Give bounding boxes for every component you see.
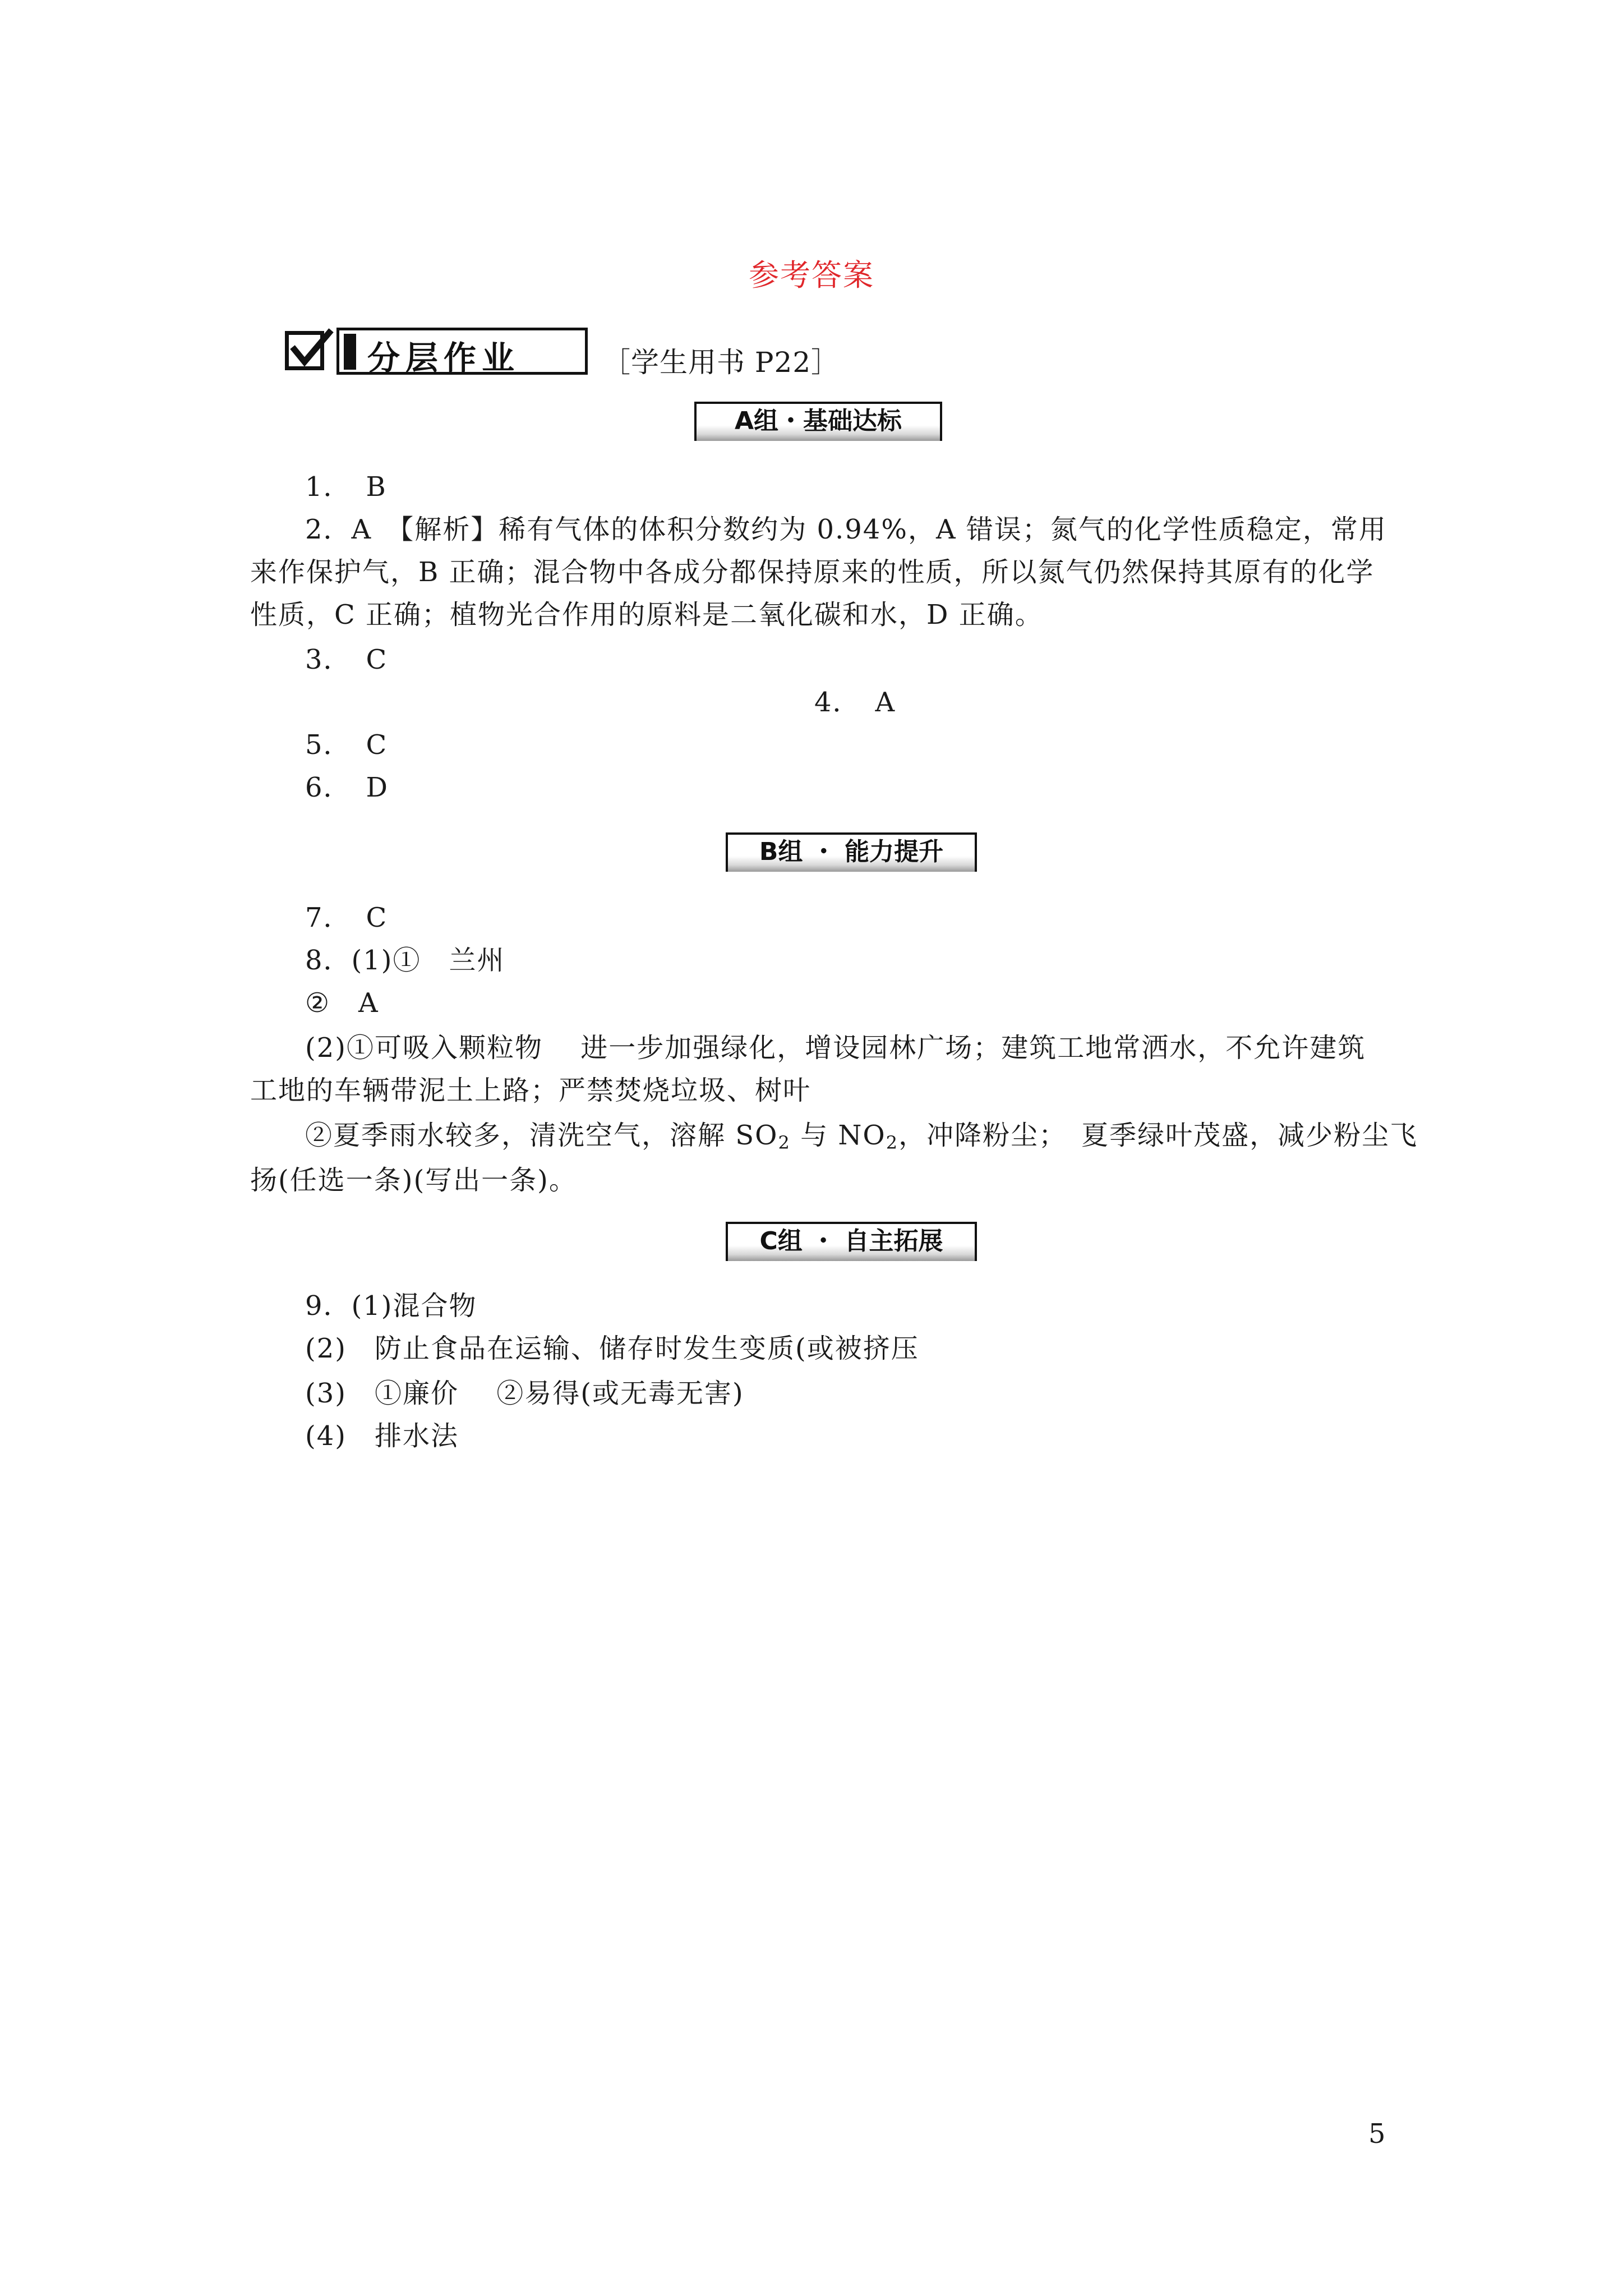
answer-9-4: (4) 排水法 <box>305 1420 459 1452</box>
answer-9-2: (2) 防止食品在运输、储存时发生变质(或被挤压 <box>305 1333 919 1364</box>
answer-2-line-2: 来作保护气，B 正确；混合物中各成分都保持原来的性质，所以氮气仍然保持其原有的化学 <box>250 556 1375 588</box>
answer-2-line-3: 性质，C 正确；植物光合作用的原料是二氧化碳和水，D 正确。 <box>250 599 1043 631</box>
page-number: 5 <box>1368 2118 1386 2150</box>
homework-label: 分层作业 <box>367 339 520 377</box>
group-c-header: C组 ・ 自主拓展 <box>726 1222 977 1261</box>
answer-4: 4． A <box>814 687 896 718</box>
so2-subscript: 2 <box>778 1132 791 1153</box>
student-book-reference: ［学生用书 P22］ <box>602 346 840 379</box>
answer-7: 7． C <box>305 902 388 933</box>
answer-8-2-b-text-middle: 与 NO <box>790 1120 886 1151</box>
answer-8-2-b-text-start: ②夏季雨水较多，清洗空气，溶解 SO <box>305 1120 778 1151</box>
group-b-header: B组 ・ 能力提升 <box>726 832 977 872</box>
homework-header <box>336 328 588 375</box>
answer-8-2-b-line-2: 扬(任选一条)(写出一条)。 <box>250 1165 577 1196</box>
answer-8-1-b: ② A <box>305 987 379 1019</box>
answer-2-line-1: 2．A 【解析】稀有气体的体积分数约为 0.94%，A 错误；氮气的化学性质稳定，常用 <box>305 514 1387 545</box>
answer-6: 6． D <box>305 772 389 803</box>
header-bar-decoration <box>344 334 356 370</box>
answer-8-2-b-text-end: ，冲降粉尘； 夏季绿叶茂盛，减少粉尘飞 <box>898 1120 1418 1151</box>
page-title: 参考答案 <box>749 257 874 293</box>
answer-8-1-a: 8．(1)① 兰州 <box>305 945 505 976</box>
checkbox-icon <box>285 331 324 370</box>
answer-8-2-a-line-2: 工地的车辆带泥土上路；严禁焚烧垃圾、树叶 <box>250 1075 811 1106</box>
answer-3: 3． C <box>305 644 388 675</box>
answer-8-2-b-line-1 <box>305 1114 1418 1164</box>
no2-subscript: 2 <box>886 1132 899 1153</box>
answer-5: 5． C <box>305 729 388 761</box>
answer-9-1: 9．(1)混合物 <box>305 1290 477 1322</box>
answer-9-3: (3) ①廉价 ②易得(或无毒无害) <box>305 1378 744 1409</box>
checkmark-icon <box>287 327 334 374</box>
answer-8-2-a-line-1: (2)①可吸入颗粒物 进一步加强绿化，增设园林广场；建筑工地常洒水，不允许建筑 <box>305 1032 1366 1064</box>
group-a-header: A组・基础达标 <box>694 402 942 441</box>
answer-1: 1． B <box>305 471 387 503</box>
